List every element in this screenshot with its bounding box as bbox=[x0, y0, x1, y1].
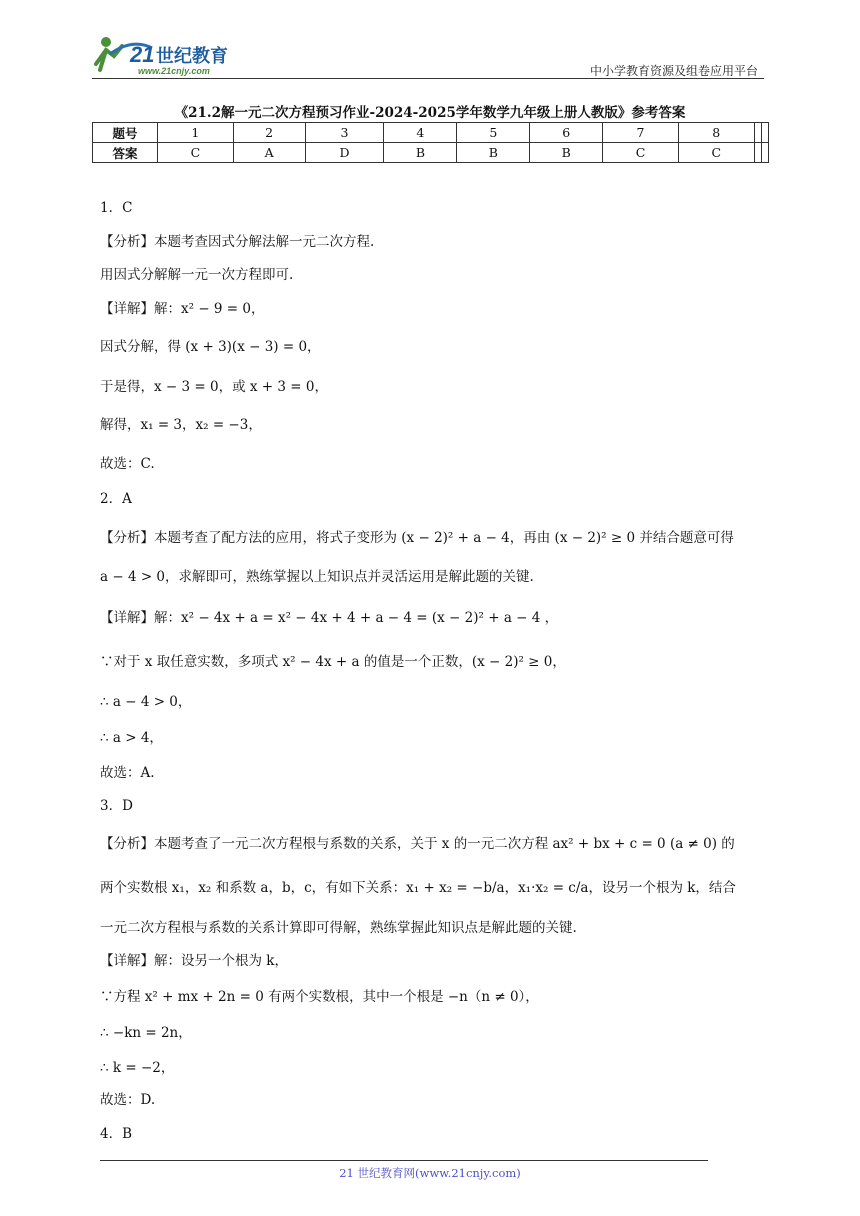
table-cell: C bbox=[603, 143, 679, 163]
platform-name: 中小学教育资源及组卷应用平台 bbox=[589, 64, 758, 78]
table-cell: D bbox=[305, 143, 384, 163]
answer-row bbox=[93, 143, 769, 163]
footer-text: 21 世纪教育网(www.21cnjy.com) bbox=[339, 1166, 521, 1180]
text-line: 用因式分解解一元一次方程即可. bbox=[100, 267, 294, 283]
table-cell: 4 bbox=[384, 123, 457, 143]
question-heading: 4．B bbox=[100, 1126, 133, 1142]
text-line: 故选：D. bbox=[100, 1092, 156, 1108]
svg-text:www.21cnjy.com: www.21cnjy.com bbox=[138, 66, 210, 76]
text-line: 因式分解，得 (x + 3)(x − 3) = 0， bbox=[100, 339, 321, 355]
text-line: ∵对于 x 取任意实数，多项式 x² − 4x + a 的值是一个正数，(x − 2)² ≥ 0， bbox=[100, 654, 566, 670]
question-heading: 2．A bbox=[100, 491, 132, 507]
text-line: 解得，x₁ = 3，x₂ = −3， bbox=[100, 417, 262, 433]
text-line: ∴ k = −2， bbox=[100, 1060, 175, 1076]
text-line: a − 4 > 0，求解即可，熟练掌握以上知识点并灵活运用是解此题的关键. bbox=[100, 569, 534, 585]
table-cell: 2 bbox=[233, 123, 305, 143]
text-line: 于是得，x − 3 = 0，或 x + 3 = 0， bbox=[100, 379, 328, 395]
text-line: ∴ a − 4 > 0， bbox=[100, 694, 192, 710]
21cnjy-logo bbox=[92, 34, 262, 76]
text-line: ∴ a > 4， bbox=[100, 730, 163, 746]
answer-table bbox=[92, 122, 769, 163]
analysis-line: 【分析】本题考查因式分解法解一元二次方程. bbox=[100, 234, 375, 250]
table-cell bbox=[754, 123, 761, 143]
row-label: 答案 bbox=[93, 143, 158, 163]
analysis-line: 【分析】本题考查了配方法的应用，将式子变形为 (x − 2)² + a − 4，再由 (x − 2)² ≥ 0 并结合题意可得 bbox=[100, 530, 734, 546]
table-cell bbox=[754, 143, 761, 163]
table-cell: B bbox=[384, 143, 457, 163]
analysis-line: 【分析】本题考查了一元二次方程根与系数的关系，关于 x 的一元二次方程 ax² + bx + c = 0 (a ≠ 0) 的 bbox=[100, 836, 735, 852]
detail-line: 【详解】解：x² − 9 = 0， bbox=[100, 301, 265, 317]
page-header bbox=[92, 28, 764, 80]
header-rule bbox=[92, 78, 764, 79]
table-cell: 1 bbox=[158, 123, 234, 143]
question-heading: 3．D bbox=[100, 798, 133, 814]
table-cell: 8 bbox=[678, 123, 754, 143]
table-cell: 7 bbox=[603, 123, 679, 143]
table-cell: 5 bbox=[457, 123, 530, 143]
question-heading: 1．C bbox=[100, 200, 133, 216]
table-cell: C bbox=[678, 143, 754, 163]
svg-text:世纪教育: 世纪教育 bbox=[156, 46, 228, 67]
table-cell: B bbox=[457, 143, 530, 163]
table-cell: B bbox=[530, 143, 603, 163]
text-line: 故选：A. bbox=[100, 765, 155, 781]
text-line: ∴ −kn = 2n， bbox=[100, 1025, 192, 1041]
text-line: 一元二次方程根与系数的关系计算即可得解，熟练掌握此知识点是解此题的关键. bbox=[100, 920, 577, 936]
table-cell bbox=[761, 143, 768, 163]
table-cell bbox=[761, 123, 768, 143]
footer-rule bbox=[100, 1160, 708, 1161]
page-title: 《21.2解一元二次方程预习作业-2024-2025学年数学九年级上册人教版》参考答案 bbox=[174, 105, 686, 121]
text-line: ∵方程 x² + mx + 2n = 0 有两个实数根，其中一个根是 −n（n ≠ 0）， bbox=[100, 989, 539, 1005]
detail-line: 【详解】解：设另一个根为 k， bbox=[100, 953, 288, 969]
table-cell: 3 bbox=[305, 123, 384, 143]
text-line: 故选：C. bbox=[100, 456, 155, 472]
table-cell: A bbox=[233, 143, 305, 163]
detail-line: 【详解】解：x² − 4x + a = x² − 4x + 4 + a − 4 = (x − 2)² + a − 4 ， bbox=[100, 610, 559, 626]
text-line: 两个实数根 x₁，x₂ 和系数 a，b，c，有如下关系：x₁ + x₂ = −b/a，x₁·x₂ = c/a，设另一个根为 k，结合 bbox=[100, 880, 736, 896]
table-cell: 6 bbox=[530, 123, 603, 143]
table-cell: C bbox=[158, 143, 234, 163]
question-number-row bbox=[93, 123, 769, 143]
row-label: 题号 bbox=[93, 123, 158, 143]
svg-text:21: 21 bbox=[130, 42, 155, 67]
